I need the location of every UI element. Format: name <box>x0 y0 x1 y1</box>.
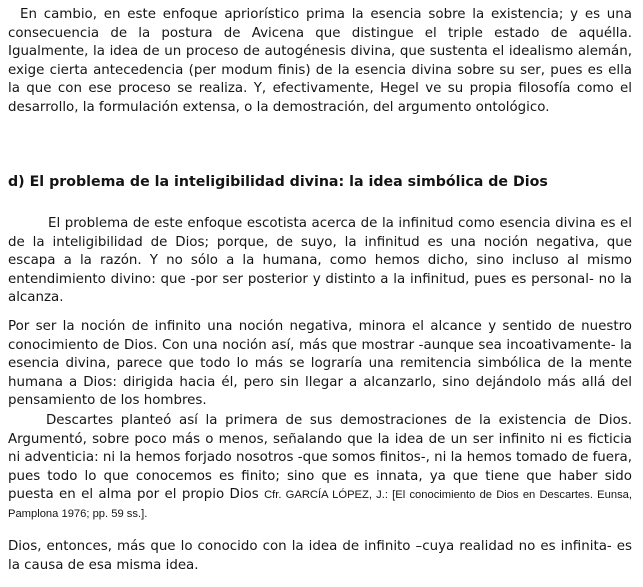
paragraph-descartes <box>8 412 632 524</box>
paragraph-avicena-hegel: En cambio, en este enfoque apriorístico prima la esencia sobre la existencia; y es una consecuencia de la postura de Avicena que distingue el triple estado de aquélla. Igualmente, la idea de un proceso de autogénesis divina, que sustenta el idealismo alemán, exige cierta antecedencia (per modum finis) de la esencia divina sobre su ser, pues es ella la que con ese proceso se realiza. Y, efectivamente, Hegel ve su propia filosofía como el desarrollo, la formulación extensa, o la demostración, del argumento ontológico. <box>8 7 632 115</box>
paragraph-dios-causa: Dios, entonces, más que lo conocido con la idea de infinito –cuya realidad no es infinita- es la causa de esa misma idea. <box>8 539 632 573</box>
citation-garcia-lopez: Cfr. GARCÍA LÓPEZ, J.: [El conocimiento de Dios en Descartes. Eunsa, Pamplona 1976; pp. 59 ss.]. <box>8 489 632 520</box>
descartes-text: Descartes planteó así la primera de sus demostraciones de la existencia de Dios. Argumentó, sobre poco más o menos, señalando que la idea de un ser infinito ni es ficticia ni adventicia: ni la hemos forjado nosotros -que somos finitos-, ni la hemos tomado de fuera, pues todo lo que conocemos es finito; sino que es innata, ya que tiene que haber sido puesta en el alma por el propio Dios <box>8 413 632 503</box>
paragraph-nocion-negativa: Por ser la noción de infinito una noción negativa, minora el alcance y sentido de nuestro conocimiento de Dios. Con una noción así, más que mostrar -aunque sea incoativamente- la esencia divina, parece que todo lo más se lograría una remitencia simbólica de la mente humana a Dios: dirigida hacia él, pero sin llegar a alcanzarlo, sino dejándolo más allá del pensamiento de los hombres. <box>8 319 632 409</box>
section-heading: d) El problema de la inteligibilidad divina: la idea simbólica de Dios <box>8 174 548 190</box>
paragraph-infinitud-inteligibilidad: El problema de este enfoque escotista acerca de la infinitud como esencia divina es el de la inteligibilidad de Dios; porque, de suyo, la infinitud es una noción negativa, que escapa a la razón. Y no sólo a la humana, como hemos dicho, sino incluso al mismo entendimiento divino: que -por ser posterior y distinto a la infinitud, pues es personal- no la alcanza. <box>8 216 632 306</box>
